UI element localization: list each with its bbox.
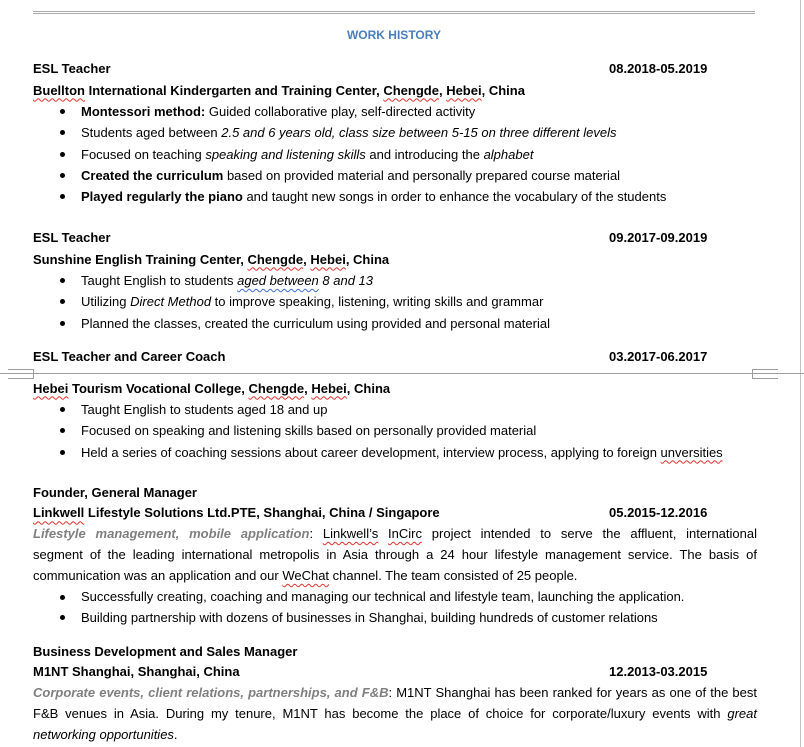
summary-text: communication was an application and our <box>33 567 283 583</box>
bullet-item <box>33 587 783 608</box>
bullet-item <box>33 291 783 312</box>
bullet-marker <box>60 299 65 304</box>
job-title-line <box>33 58 783 79</box>
bullet-item <box>33 313 783 334</box>
bullet-marker <box>60 152 65 157</box>
bullet-item <box>33 122 783 143</box>
bullet-text: Focused on speaking and listening skills based on personally provided material <box>81 423 537 439</box>
flagged-word: Chengde <box>248 380 305 396</box>
job-entry <box>33 227 783 333</box>
summary-italic: great <box>727 705 757 721</box>
job-title-line <box>33 227 783 248</box>
summary-label: Lifestyle management, mobile application <box>33 526 310 542</box>
flagged-word: Hebei <box>33 380 69 396</box>
bullet-italic: speaking and listening skills <box>205 146 366 162</box>
page-break-mark-left <box>8 369 34 379</box>
bullet-italic: alphabet <box>483 146 534 162</box>
job-title: Business Development and Sales Manager <box>33 643 298 659</box>
bullet-item <box>33 165 783 186</box>
summary-line <box>33 704 757 725</box>
bullet-text: Students aged between <box>81 125 222 141</box>
flagged-word: Hebei <box>446 82 482 98</box>
bullet-text: and introducing the <box>365 146 484 162</box>
employer-line <box>33 378 783 399</box>
flagged-word: Hebei <box>310 251 346 267</box>
flagged-word: Hebei <box>311 380 347 396</box>
bullet-text: Successfully creating, coaching and managing our technical and lifestyle team, launching the application. <box>81 588 685 604</box>
bullet-marker <box>60 321 65 326</box>
summary-text: F&B venues in Asia. During my tenure, M1NT has become the place of choice for corporate/luxury events with <box>33 705 728 721</box>
flagged-word: WeChat <box>282 567 330 583</box>
bullet-italic: Direct Method <box>130 294 212 310</box>
bullet-marker <box>60 130 65 135</box>
summary-text <box>378 526 388 541</box>
bullet-emphasis: Played regularly the piano <box>81 189 243 205</box>
employer-text: M1NT Shanghai, Shanghai, China <box>33 664 240 680</box>
summary-text: project intended to serve the affluent, international <box>422 526 757 542</box>
summary-line <box>33 566 757 587</box>
employer-text: Lifestyle Solutions Ltd.PTE, Shanghai, China / Singapore <box>84 505 440 521</box>
summary-label: Corporate events, client relations, partnerships, and F&B <box>33 685 389 701</box>
bullet-text: to improve speaking, listening, writing skills and grammar <box>211 294 544 310</box>
summary-text: . <box>173 726 178 742</box>
summary-line <box>33 725 757 746</box>
bullet-marker <box>60 278 65 283</box>
employer-text: , <box>438 82 447 98</box>
employer-text: , China <box>481 82 525 98</box>
job-dates: 12.2013-03.2015 <box>609 664 708 680</box>
job-title-line <box>33 483 783 504</box>
employer-line <box>33 503 783 524</box>
bullet-italic: 2.5 and 6 years old, class size between 5-15 on three different levels <box>221 125 617 141</box>
employer-line <box>33 662 783 683</box>
summary-text: segment of the leading international metropolis in Asia through a 24 hour lifestyle management service. The basis of <box>33 547 757 563</box>
bullet-marker <box>60 109 65 114</box>
bullet-text: Taught English to students aged 18 and up <box>81 401 328 417</box>
bullet-text: Held a series of coaching sessions about career development, interview process, applying to foreign <box>81 444 661 460</box>
bullet-item <box>33 144 783 165</box>
bullet-text: Taught English to students <box>81 272 238 288</box>
flagged-word: Chengde <box>247 251 304 267</box>
flagged-word: InCirc <box>388 526 422 542</box>
summary-italic: networking opportunities <box>33 726 174 742</box>
bullet-emphasis: Created the curriculum <box>81 167 224 183</box>
summary-text: : <box>309 526 323 542</box>
job-title: ESL Teacher <box>33 230 111 246</box>
job-entry <box>33 642 783 746</box>
job-entry <box>33 58 783 207</box>
job-dates: 05.2015-12.2016 <box>609 505 708 521</box>
employer-line <box>33 249 783 270</box>
flagged-word: unversities <box>660 444 723 460</box>
employer-text: , China <box>345 251 390 267</box>
flagged-word: Buellton <box>33 82 85 98</box>
summary-text: : M1NT Shanghai has been ranked for years as one of the best <box>388 685 757 701</box>
flagged-word: Linkwell <box>33 505 85 521</box>
bullet-item <box>33 270 783 291</box>
bullet-text: Building partnership with dozens of businesses in Shanghai, building hundreds of customer relations <box>81 609 658 625</box>
bullet-marker <box>60 173 65 178</box>
bullet-item <box>33 399 783 420</box>
grammar-flagged-phrase: aged between <box>237 272 319 288</box>
job-entry <box>33 483 783 629</box>
bullet-text: Focused on teaching <box>81 146 206 162</box>
summary-line <box>33 683 757 704</box>
job-title-line <box>33 346 783 367</box>
job-dates: 03.2017-06.2017 <box>609 349 708 365</box>
job-dates: 09.2017-09.2019 <box>609 230 708 246</box>
bullet-text: based on provided material and personally prepared course material <box>223 167 621 183</box>
job-title: ESL Teacher <box>33 61 111 77</box>
employer-text: , China <box>346 380 391 396</box>
job-title: ESL Teacher and Career Coach <box>33 349 226 365</box>
employer-text: , <box>304 380 312 396</box>
bullet-italic: 8 and 13 <box>318 272 374 288</box>
summary-text: channel. The team consisted of 25 people. <box>329 567 578 583</box>
summary-line <box>33 524 757 545</box>
job-title: Founder, General Manager <box>33 484 197 500</box>
employer-line <box>33 80 783 101</box>
employer-text: Tourism Vocational College, <box>68 380 249 396</box>
bullet-item <box>33 101 783 122</box>
summary-line <box>33 545 757 566</box>
employer-text: International Kindergarten and Training Center, <box>85 82 384 98</box>
bullet-item <box>33 442 783 463</box>
bullet-text: and taught new songs in order to enhance the vocabulary of the students <box>242 189 667 205</box>
bullet-text: Utilizing <box>81 294 131 310</box>
top-double-rule <box>33 11 755 14</box>
bullet-emphasis: Montessori method: <box>81 103 206 119</box>
flagged-word: Chengde <box>383 82 439 98</box>
job-title-line <box>33 642 783 663</box>
section-title: WORK HISTORY <box>346 28 441 42</box>
bullet-marker <box>60 595 65 600</box>
bullet-marker <box>60 450 65 455</box>
bullet-marker <box>60 428 65 433</box>
bullet-marker <box>60 194 65 199</box>
bullet-marker <box>60 407 65 412</box>
bullet-marker <box>60 615 65 620</box>
employer-text: , <box>303 251 311 267</box>
flagged-word: Linkwell’s <box>322 526 379 542</box>
bullet-item <box>33 608 783 629</box>
bullet-item <box>33 420 783 441</box>
bullet-text: Planned the classes, created the curriculum using provided and personal material <box>81 315 550 331</box>
bullet-item <box>33 186 783 207</box>
employer-text: Sunshine English Training Center, <box>33 251 248 267</box>
bullet-text: Guided collaborative play, self-directed activity <box>205 103 476 119</box>
job-dates: 08.2018-05.2019 <box>609 61 708 77</box>
job-entry <box>33 346 783 462</box>
